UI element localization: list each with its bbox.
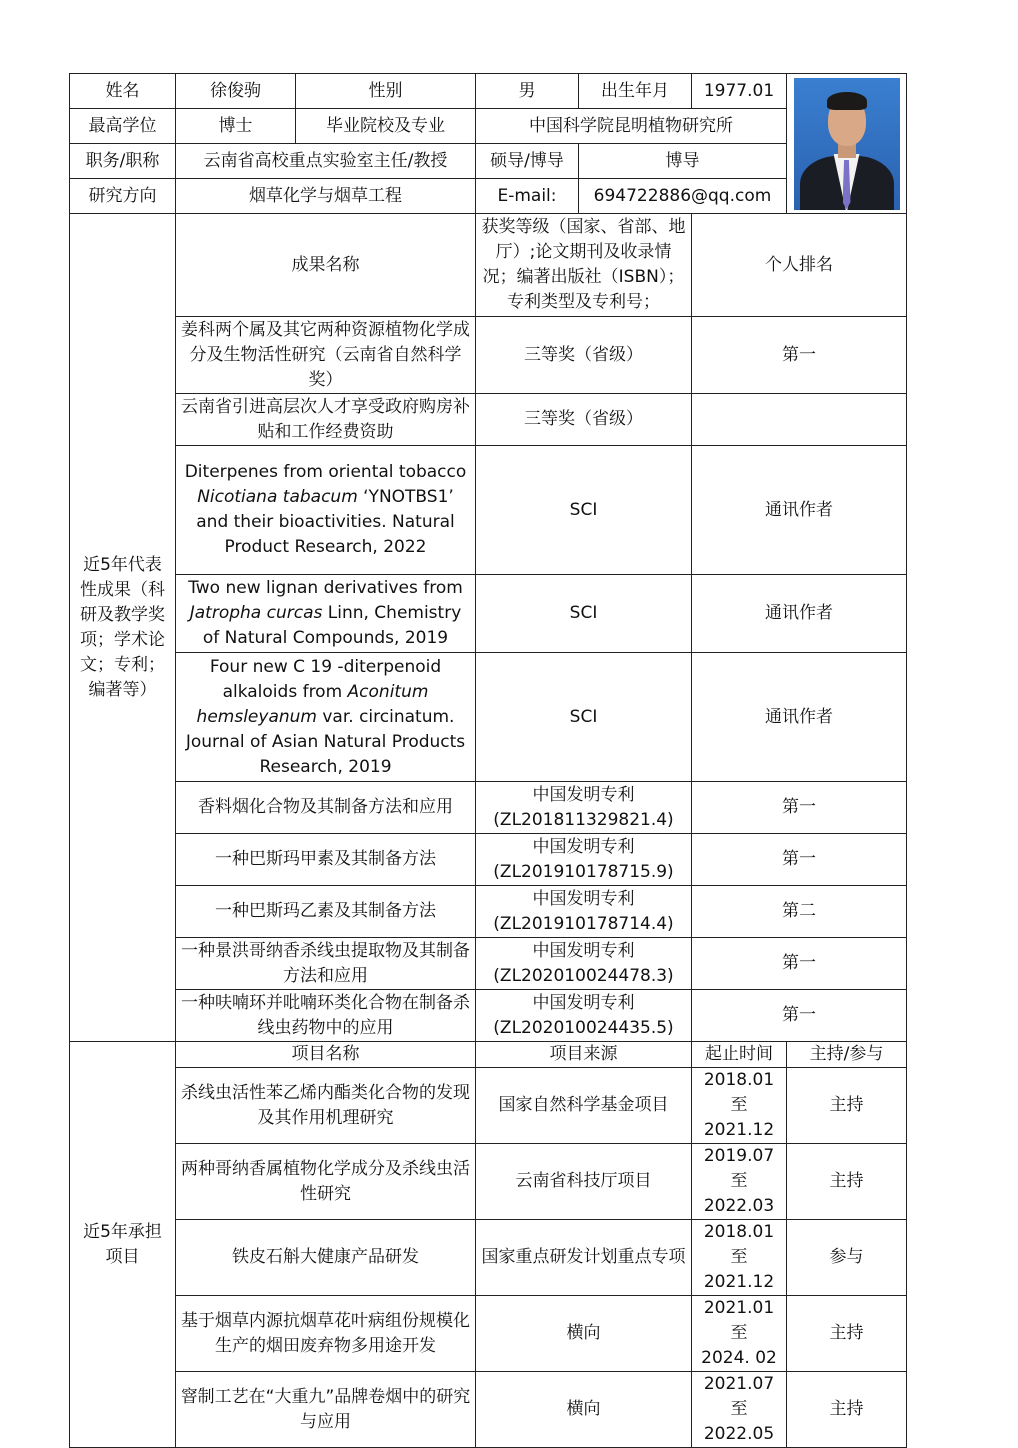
achievement-rank: 第二 bbox=[692, 886, 907, 938]
project-role: 主持 bbox=[787, 1296, 907, 1372]
table-row bbox=[70, 1144, 907, 1220]
achievement-name: Diterpenes from oriental tobacco Nicotiana tabacum ‘YNOTBS1’ and their bioactivities. Natural Product Research, 2022 bbox=[176, 446, 476, 575]
table-row bbox=[70, 782, 907, 834]
achievements-header-level: 获奖等级（国家、省部、地厅）;论文期刊及收录情况；编著出版社（ISBN）；专利类型及专利号； bbox=[476, 214, 692, 317]
supervisor-label: 硕导/博导 bbox=[476, 144, 579, 179]
achievement-name: 一种景洪哥纳香杀线虫提取物及其制备方法和应用 bbox=[176, 938, 476, 990]
position-value: 云南省高校重点实验室主任/教授 bbox=[176, 144, 476, 179]
achievement-name: 云南省引进高层次人才享受政府购房补贴和工作经费资助 bbox=[176, 394, 476, 446]
achievement-level: SCI bbox=[476, 575, 692, 653]
achievement-rank: 通讯作者 bbox=[692, 575, 907, 653]
achievement-level: SCI bbox=[476, 653, 692, 782]
achievements-section-label: 近5年代表性成果（科研及教学奖项；学术论文；专利；编著等） bbox=[70, 214, 176, 1042]
project-source: 横向 bbox=[476, 1296, 692, 1372]
project-role: 主持 bbox=[787, 1068, 907, 1144]
table-row bbox=[70, 886, 907, 938]
achievements-header-name: 成果名称 bbox=[176, 214, 476, 317]
table-row bbox=[70, 1296, 907, 1372]
table-row bbox=[70, 938, 907, 990]
achievement-level: 中国发明专利 (ZL201910178715.9) bbox=[476, 834, 692, 886]
table-row bbox=[70, 575, 907, 653]
birth-value: 1977.01 bbox=[692, 74, 787, 109]
achievement-rank bbox=[692, 394, 907, 446]
achievement-rank: 通讯作者 bbox=[692, 653, 907, 782]
project-role: 主持 bbox=[787, 1372, 907, 1448]
table-row bbox=[70, 990, 907, 1042]
achievement-name: 香料烟化合物及其制备方法和应用 bbox=[176, 782, 476, 834]
resume-table bbox=[69, 73, 907, 1448]
table-row bbox=[70, 317, 907, 394]
project-source: 云南省科技厅项目 bbox=[476, 1144, 692, 1220]
project-role: 主持 bbox=[787, 1144, 907, 1220]
projects-header-period: 起止时间 bbox=[692, 1042, 787, 1068]
supervisor-value: 博导 bbox=[579, 144, 787, 179]
projects-section-label: 近5年承担项目 bbox=[70, 1042, 176, 1448]
project-period: 2018.01 至 2021.12 bbox=[692, 1220, 787, 1296]
table-row bbox=[70, 394, 907, 446]
project-name: 窨制工艺在“大重九”品牌卷烟中的研究与应用 bbox=[176, 1372, 476, 1448]
achievement-name: Two new lignan derivatives from Jatropha curcas Linn, Chemistry of Natural Compounds, 2019 bbox=[176, 575, 476, 653]
table-row bbox=[70, 1220, 907, 1296]
project-period: 2019.07 至 2022.03 bbox=[692, 1144, 787, 1220]
email-label: E-mail: bbox=[476, 179, 579, 214]
school-label: 毕业院校及专业 bbox=[296, 109, 476, 144]
achievement-level: SCI bbox=[476, 446, 692, 575]
achievement-rank: 第一 bbox=[692, 317, 907, 394]
project-name: 杀线虫活性苯乙烯内酯类化合物的发现及其作用机理研究 bbox=[176, 1068, 476, 1144]
achievement-level: 中国发明专利 (ZL202010024435.5) bbox=[476, 990, 692, 1042]
research-value: 烟草化学与烟草工程 bbox=[176, 179, 476, 214]
project-period: 2018.01 至 2021.12 bbox=[692, 1068, 787, 1144]
birth-label: 出生年月 bbox=[579, 74, 692, 109]
degree-value: 博士 bbox=[176, 109, 296, 144]
projects-header-name: 项目名称 bbox=[176, 1042, 476, 1068]
table-row bbox=[70, 1372, 907, 1448]
achievement-level: 中国发明专利 (ZL202010024478.3) bbox=[476, 938, 692, 990]
achievement-rank: 通讯作者 bbox=[692, 446, 907, 575]
research-label: 研究方向 bbox=[70, 179, 176, 214]
project-name: 两种哥纳香属植物化学成分及杀线虫活性研究 bbox=[176, 1144, 476, 1220]
table-row bbox=[70, 653, 907, 782]
table-row bbox=[70, 834, 907, 886]
project-name: 铁皮石斛大健康产品研发 bbox=[176, 1220, 476, 1296]
email-value[interactable]: 694722886@qq.com bbox=[579, 179, 787, 214]
achievement-level: 三等奖（省级） bbox=[476, 394, 692, 446]
position-label: 职务/职称 bbox=[70, 144, 176, 179]
achievement-name: 一种巴斯玛乙素及其制备方法 bbox=[176, 886, 476, 938]
achievement-rank: 第一 bbox=[692, 782, 907, 834]
photo-cell bbox=[787, 74, 907, 214]
gender-label: 性别 bbox=[296, 74, 476, 109]
school-value: 中国科学院昆明植物研究所 bbox=[476, 109, 787, 144]
projects-header-source: 项目来源 bbox=[476, 1042, 692, 1068]
table-row bbox=[70, 446, 907, 575]
project-source: 横向 bbox=[476, 1372, 692, 1448]
achievement-name: 一种巴斯玛甲素及其制备方法 bbox=[176, 834, 476, 886]
projects-header-role: 主持/参与 bbox=[787, 1042, 907, 1068]
achievement-name: Four new C 19 -diterpenoid alkaloids from Aconitum hemsleyanum var. circinatum. Journal of Asian Natural Products Research, 2019 bbox=[176, 653, 476, 782]
project-name: 基于烟草内源抗烟草花叶病组份规模化生产的烟田废弃物多用途开发 bbox=[176, 1296, 476, 1372]
table-row bbox=[70, 1068, 907, 1144]
achievement-level: 三等奖（省级） bbox=[476, 317, 692, 394]
project-role: 参与 bbox=[787, 1220, 907, 1296]
project-source: 国家自然科学基金项目 bbox=[476, 1068, 692, 1144]
achievement-rank: 第一 bbox=[692, 990, 907, 1042]
achievements-header-rank: 个人排名 bbox=[692, 214, 907, 317]
name-value: 徐俊驹 bbox=[176, 74, 296, 109]
project-period: 2021.01 至 2024. 02 bbox=[692, 1296, 787, 1372]
name-label: 姓名 bbox=[70, 74, 176, 109]
achievement-rank: 第一 bbox=[692, 834, 907, 886]
achievement-name: 姜科两个属及其它两种资源植物化学成分及生物活性研究（云南省自然科学奖） bbox=[176, 317, 476, 394]
achievement-rank: 第一 bbox=[692, 938, 907, 990]
gender-value: 男 bbox=[476, 74, 579, 109]
project-period: 2021.07 至 2022.05 bbox=[692, 1372, 787, 1448]
project-source: 国家重点研发计划重点专项 bbox=[476, 1220, 692, 1296]
achievement-level: 中国发明专利 (ZL201811329821.4) bbox=[476, 782, 692, 834]
achievement-name: 一种呋喃环并吡喃环类化合物在制备杀线虫药物中的应用 bbox=[176, 990, 476, 1042]
achievement-level: 中国发明专利 (ZL201910178714.4) bbox=[476, 886, 692, 938]
degree-label: 最高学位 bbox=[70, 109, 176, 144]
portrait-photo bbox=[794, 78, 900, 210]
